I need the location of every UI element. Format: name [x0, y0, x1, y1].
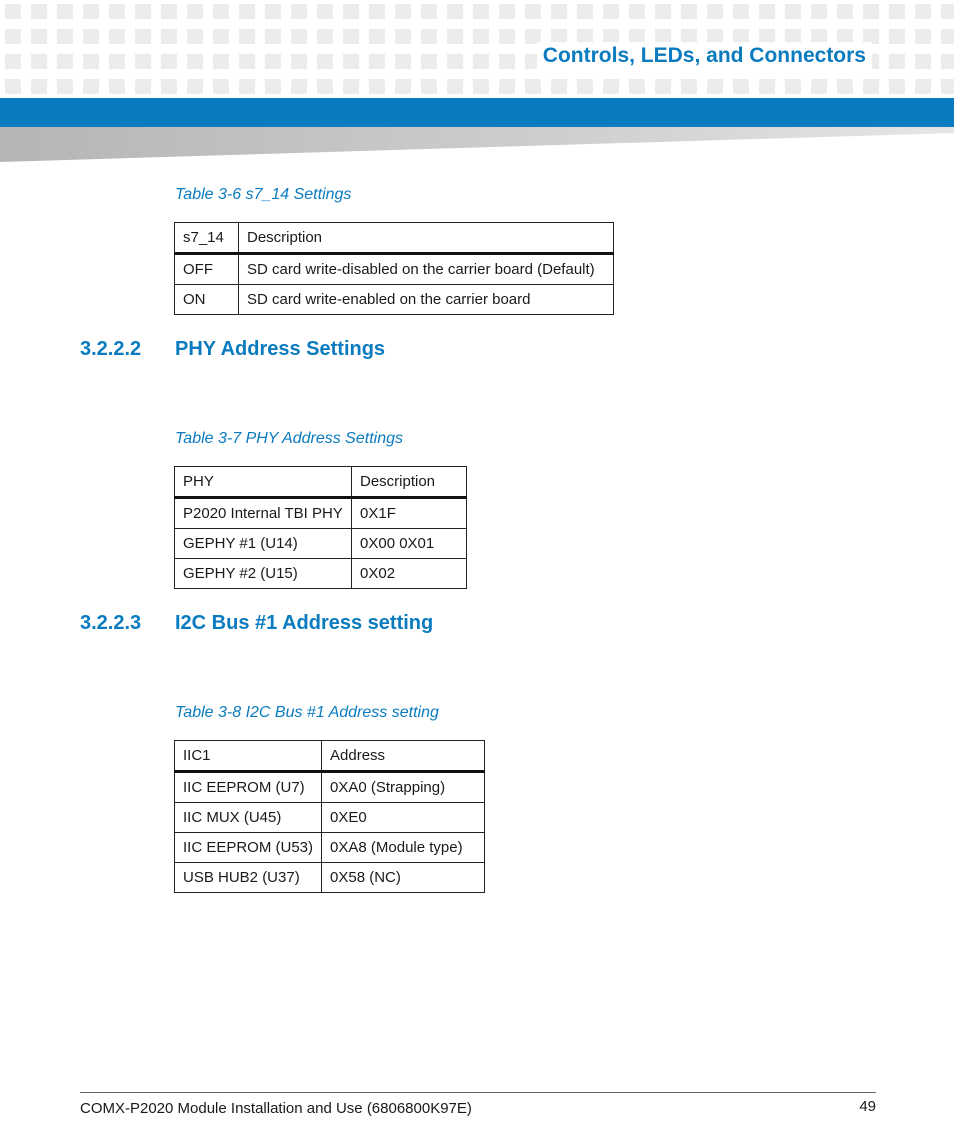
table-cell: SD card write-enabled on the carrier board	[239, 285, 614, 315]
table-3-6	[174, 222, 614, 315]
table-cell: 0X58 (NC)	[322, 863, 485, 893]
table-row	[175, 772, 485, 803]
page-header-title: Controls, LEDs, and Connectors	[537, 42, 872, 70]
section-heading-phy-address	[80, 338, 385, 361]
section-number: 3.2.2.3	[80, 612, 142, 634]
table-3-6-caption: Table 3-6 s7_14 Settings	[175, 186, 352, 203]
table-header-cell: s7_14	[175, 223, 239, 254]
table-cell: 0XE0	[322, 803, 485, 833]
table-row	[175, 498, 467, 529]
table-header-cell: PHY	[175, 467, 352, 498]
table-cell: IIC MUX (U45)	[175, 803, 322, 833]
table-header-row	[175, 467, 467, 498]
header-blue-band	[0, 98, 954, 127]
table-3-7	[174, 466, 467, 589]
table-3-7-caption: Table 3-7 PHY Address Settings	[175, 430, 403, 447]
table-cell: 0X00 0X01	[352, 529, 467, 559]
table-cell: GEPHY #2 (U15)	[175, 559, 352, 589]
table-cell: GEPHY #1 (U14)	[175, 529, 352, 559]
table-row	[175, 254, 614, 285]
table-row	[175, 803, 485, 833]
table-cell: IIC EEPROM (U53)	[175, 833, 322, 863]
table-row	[175, 285, 614, 315]
table-cell: SD card write-disabled on the carrier board (Default)	[239, 254, 614, 285]
footer-divider	[80, 1092, 876, 1093]
table-header-cell: Address	[322, 741, 485, 772]
table-header-cell: Description	[352, 467, 467, 498]
header-grey-wedge	[0, 127, 954, 163]
table-header-row	[175, 741, 485, 772]
table-cell: P2020 Internal TBI PHY	[175, 498, 352, 529]
table-3-8-caption: Table 3-8 I2C Bus #1 Address setting	[175, 704, 439, 721]
footer-page-number: 49	[859, 1098, 876, 1115]
section-heading-i2c-bus	[80, 612, 433, 635]
table-cell: 0X02	[352, 559, 467, 589]
section-title: I2C Bus #1 Address setting	[175, 612, 434, 634]
table-row	[175, 833, 485, 863]
table-row	[175, 559, 467, 589]
table-row	[175, 529, 467, 559]
table-cell: ON	[175, 285, 239, 315]
table-cell: IIC EEPROM (U7)	[175, 772, 322, 803]
table-cell: OFF	[175, 254, 239, 285]
section-number: 3.2.2.2	[80, 338, 142, 360]
table-header-cell: Description	[239, 223, 614, 254]
section-title: PHY Address Settings	[175, 338, 386, 360]
table-cell: 0XA8 (Module type)	[322, 833, 485, 863]
table-cell: 0X1F	[352, 498, 467, 529]
footer-document-title: COMX-P2020 Module Installation and Use (6806800K97E)	[80, 1100, 472, 1117]
table-header-cell: IIC1	[175, 741, 322, 772]
table-row	[175, 863, 485, 893]
table-cell: 0XA0 (Strapping)	[322, 772, 485, 803]
table-3-8	[174, 740, 485, 893]
table-cell: USB HUB2 (U37)	[175, 863, 322, 893]
table-header-row	[175, 223, 614, 254]
